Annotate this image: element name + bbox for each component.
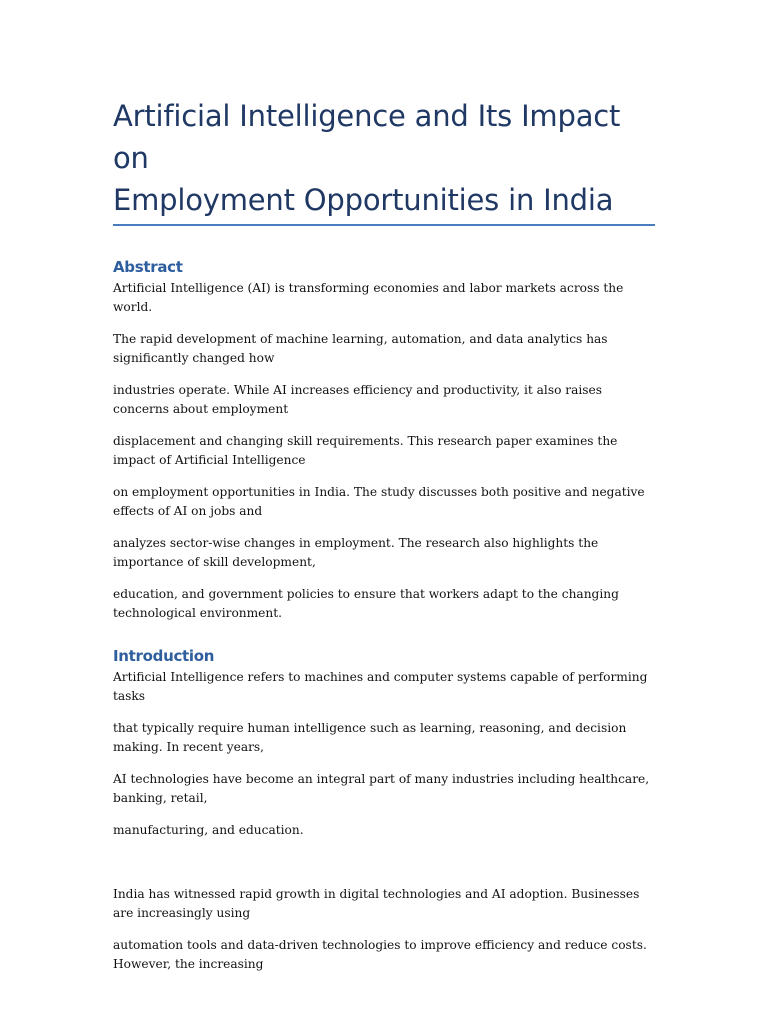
- abstract-paragraph: The rapid development of machine learning, automation, and data analytics has significantly changed how: [113, 332, 608, 365]
- introduction-paragraph: AI technologies have become an integral part of many industries including healthcare, banking, retail,: [113, 772, 650, 805]
- paragraph-gap: [113, 853, 656, 885]
- introduction-heading: Introduction: [113, 647, 215, 665]
- abstract-paragraph: analyzes sector-wise changes in employment. The research also highlights the importance of skill development,: [113, 536, 599, 569]
- document-title: [113, 95, 656, 221]
- introduction-paragraph: that typically require human intelligence such as learning, reasoning, and decision making. In recent years,: [113, 721, 627, 754]
- abstract-paragraph: education, and government policies to ensure that workers adapt to the changing technological environment.: [113, 587, 619, 620]
- introduction-paragraph: Artificial Intelligence refers to machines and computer systems capable of performing tasks: [113, 670, 648, 703]
- abstract-paragraph: on employment opportunities in India. The study discusses both positive and negative effects of AI on jobs and: [113, 485, 645, 518]
- document-page: [113, 95, 656, 987]
- title-line-2: Employment Opportunities in India: [113, 183, 614, 217]
- abstract-heading: Abstract: [113, 258, 183, 276]
- introduction-section: [113, 668, 656, 974]
- abstract-section: [113, 279, 656, 623]
- title-line-1: Artificial Intelligence and Its Impact on: [113, 99, 621, 175]
- title-underline: [113, 224, 655, 226]
- abstract-paragraph: displacement and changing skill requirements. This research paper examines the impact of Artificial Intelligence: [113, 434, 618, 467]
- introduction-paragraph: automation tools and data-driven technologies to improve efficiency and reduce costs. However, the increasing: [113, 938, 647, 971]
- abstract-paragraph: industries operate. While AI increases efficiency and productivity, it also raises concerns about employment: [113, 383, 603, 416]
- introduction-paragraph: manufacturing, and education.: [113, 823, 304, 837]
- introduction-paragraph: India has witnessed rapid growth in digital technologies and AI adoption. Businesses are increasingly using: [113, 887, 640, 920]
- abstract-paragraph: Artificial Intelligence (AI) is transforming economies and labor markets across the world.: [113, 281, 624, 314]
